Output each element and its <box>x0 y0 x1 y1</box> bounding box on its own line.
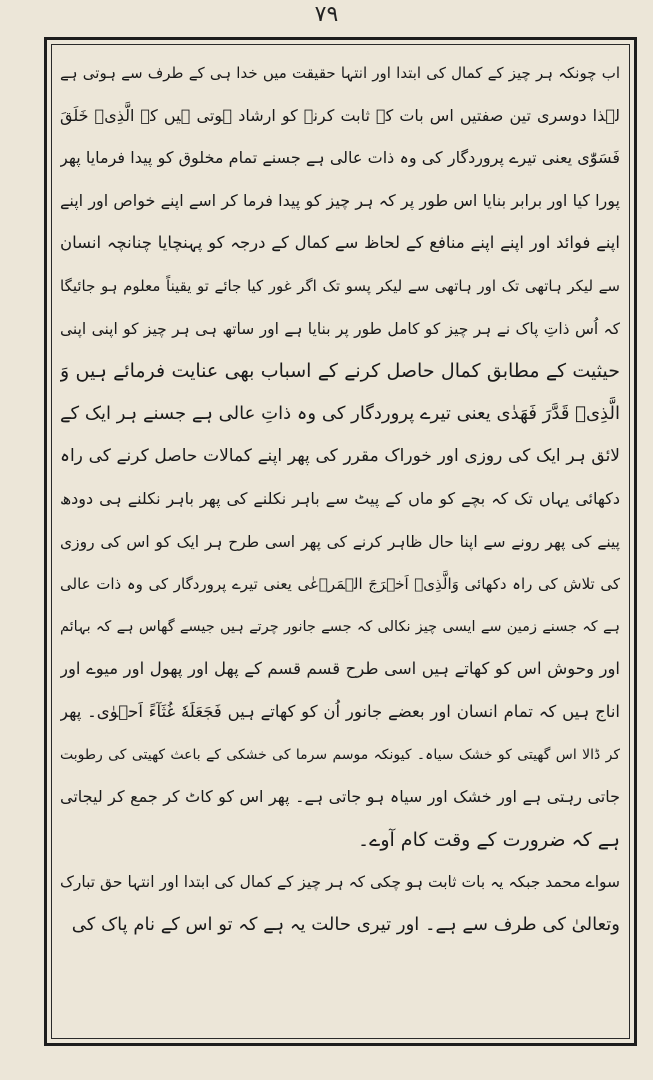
text-line: وتعالیٰ کی طرف سے ہے۔ اور تیری حالت یہ ہے کہ تو اس کے نام پاک کی <box>71 913 620 935</box>
text-line: حیثیت کے مطابق کمال حاصل کرنے کے اسباب بھی عنایت فرمائے ہیں وَ <box>60 360 620 383</box>
page-number: ۷۹ <box>314 2 339 27</box>
text-line: اب چونکہ ہر چیز کے کمال کی ابتدا اور انتہا حقیقت میں خدا ہی کے طرف سے ہوتی ہے <box>60 64 620 82</box>
text-line: سواے محمد جبکہ یہ بات ثابت ہو چکی کہ ہر چیز کے کمال کی ابتدا اور انتہا حق تبارک <box>60 873 620 892</box>
text-line: ہے کہ ضرورت کے وقت کام آوے۔ <box>358 828 620 851</box>
text-line: کی تلاش کی راہ دکھائی وَالَّذِیۡ اَخۡرَجَ الۡمَرۡعٰی یعنی تیرے پروردگار کی وہ ذات عالی <box>60 575 620 594</box>
text-line: کر ڈالا اس گھیتی کو خشک سیاہ۔ کیونکہ موسم سرما کی خشکی کے باعث کھیتی کی رطوبت <box>60 746 620 763</box>
text-line: سے لیکر ہاتھی تک اور ہاتھی سے لیکر پسو تک اگر غور کیا جائے تو یقیناً معلوم ہو جائیگا <box>60 276 620 295</box>
text-line: اناج ہیں کہ تمام انسان اور بعضے جانور اُن کو کھاتے ہیں فَجَعَلَهٗ غُثَآءً اَحۡوٰی۔ پھر <box>60 701 620 721</box>
text-line: اور وحوش اس کو کھاتے ہیں اسی طرح قسم قسم کے پھل اور پھول اور میوے اور <box>60 659 620 679</box>
text-line: دکھائی یہاں تک کہ بچے کو ماں کے پیٹ سے باہر نکلنے کی پھر باہر نکلنے ہی دودھ <box>60 488 620 508</box>
text-line: کہ اُس ذاتِ پاک نے ہر چیز کو کامل طور پر بنایا ہے اور ساتھ ہی ہر چیز کو اپنی اپنی <box>60 319 620 338</box>
body-text <box>60 52 620 946</box>
text-line: اپنے فوائد اور اپنے اپنے منافع کے لحاظ سے کمال کے درجہ کو پہنچایا چنانچہ انسان <box>60 233 620 253</box>
text-line: ہے کہ جسنے زمین سے ایسی چیز نکالی کہ جسے جانور چرتے ہیں جیسے گھاس ہے کہ بہائم <box>60 618 620 635</box>
text-line: جاتی رہتی ہے اور خشک اور سیاہ ہو جاتی ہے۔ پھر اس کو کاٹ کر جمع کر لیجاتی <box>60 787 620 807</box>
text-line: پورا کیا اور برابر بنایا اس طور پر کہ ہر چیز کو پیدا فرما کر اسے اپنے خواص اور اپنے <box>60 190 620 210</box>
text-line: لہذا دوسری تین صفتیں اس بات کے ثابت کرنے کو ارشاد ہوتی ہیں کہ الَّذِیۡ خَلَقَ <box>60 105 620 125</box>
text-line: پینے کی پھر رونے سے اپنا حال ظاہر کرنے کی پھر اسی طرح ہر ایک کو اس کی روزی <box>60 532 620 551</box>
text-line: فَسَوّٰی یعنی تیرے پروردگار کی وہ ذات عالی ہے جسنے تمام مخلوق کو پیدا فرمایا پھر <box>60 148 620 168</box>
text-line: لائق ہر ایک کی روزی اور خوراک مقرر کی پھر اپنے کمالات حاصل کرنے کی راہ <box>60 446 620 467</box>
text-line: الَّذِیۡ قَدَّرَ فَهَدٰی یعنی تیرے پروردگار کی وہ ذاتِ عالی ہے جسنے ہر ایک کے <box>60 402 620 424</box>
